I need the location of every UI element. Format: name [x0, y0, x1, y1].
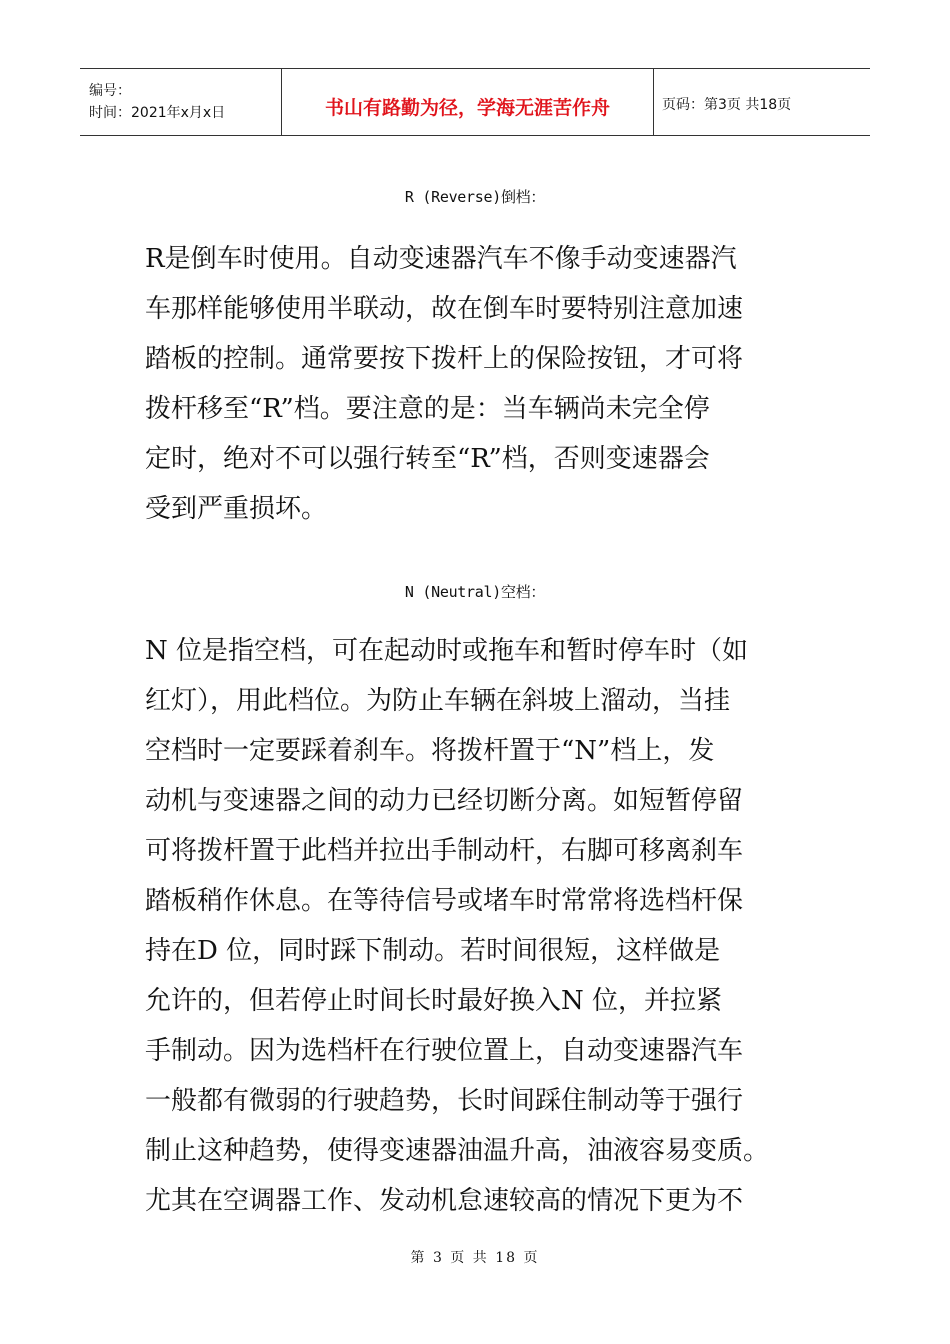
paragraph-line: 制止这种趋势，使得变速器油温升高，油液容易变质。: [145, 1136, 770, 1166]
paragraph-neutral: [145, 626, 825, 1226]
paragraph-line: 尤其在空调器工作、发动机怠速较高的情况下更为不: [145, 1186, 744, 1216]
paragraph-line: 踏板的控制。通常要按下拨杆上的保险按钮，才可将: [145, 344, 744, 374]
section-heading-neutral: N (Neutral)空档：: [404, 583, 546, 601]
paragraph-line: 手制动。因为选档杆在行驶位置上，自动变速器汽车: [145, 1036, 744, 1066]
paragraph-line: 踏板稍作休息。在等待信号或堵车时常常将选档杆保: [145, 886, 744, 916]
motto-text: 书山有路勤为径，学海无涯苦作舟: [324, 96, 610, 119]
header-meta-cell: [80, 69, 282, 135]
paragraph-line: 车那样能够使用半联动，故在倒车时要特别注意加速: [145, 294, 744, 324]
paragraph-line: 拨杆移至“R”档。要注意的是：当车辆尚未完全停: [145, 394, 710, 424]
section-heading-reverse: R (Reverse)倒档：: [404, 188, 546, 206]
paragraph-line: 一般都有微弱的行驶趋势，长时间踩住制动等于强行: [145, 1086, 744, 1116]
paragraph-line: 动机与变速器之间的动力已经切断分离。如短暂停留: [145, 786, 744, 816]
header-motto-cell: [282, 69, 654, 135]
paragraph-line: R是倒车时使用。自动变速器汽车不像手动变速器汽: [145, 244, 737, 274]
paragraph-line: 持在D 位，同时踩下制动。若时间很短，这样做是: [145, 936, 721, 966]
paragraph-line: 受到严重损坏。: [145, 494, 328, 524]
paragraph-line: 允许的，但若停止时间长时最好换入N 位，并拉紧: [145, 986, 723, 1016]
paragraph-line: 可将拨杆置于此档并拉出手制动杆，右脚可移离刹车: [145, 836, 744, 866]
page-footer: 第 3 页 共 18 页: [410, 1250, 540, 1266]
date-label: 时间：2021年x月x日: [89, 105, 226, 121]
paragraph-reverse: [145, 234, 825, 534]
document-header: [80, 68, 870, 136]
page-info: 页码：第3页 共18页: [662, 97, 792, 113]
header-page-cell: [654, 69, 870, 135]
code-label: 编号：: [89, 83, 131, 99]
paragraph-line: 空档时一定要踩着刹车。将拨杆置于“N”档上，发: [145, 736, 715, 766]
paragraph-line: 定时，绝对不可以强行转至“R”档，否则变速器会: [145, 444, 710, 474]
paragraph-line: N 位是指空档，可在起动时或拖车和暂时停车时（如: [145, 636, 749, 666]
paragraph-line: 红灯），用此档位。为防止车辆在斜坡上溜动，当挂: [145, 686, 731, 716]
